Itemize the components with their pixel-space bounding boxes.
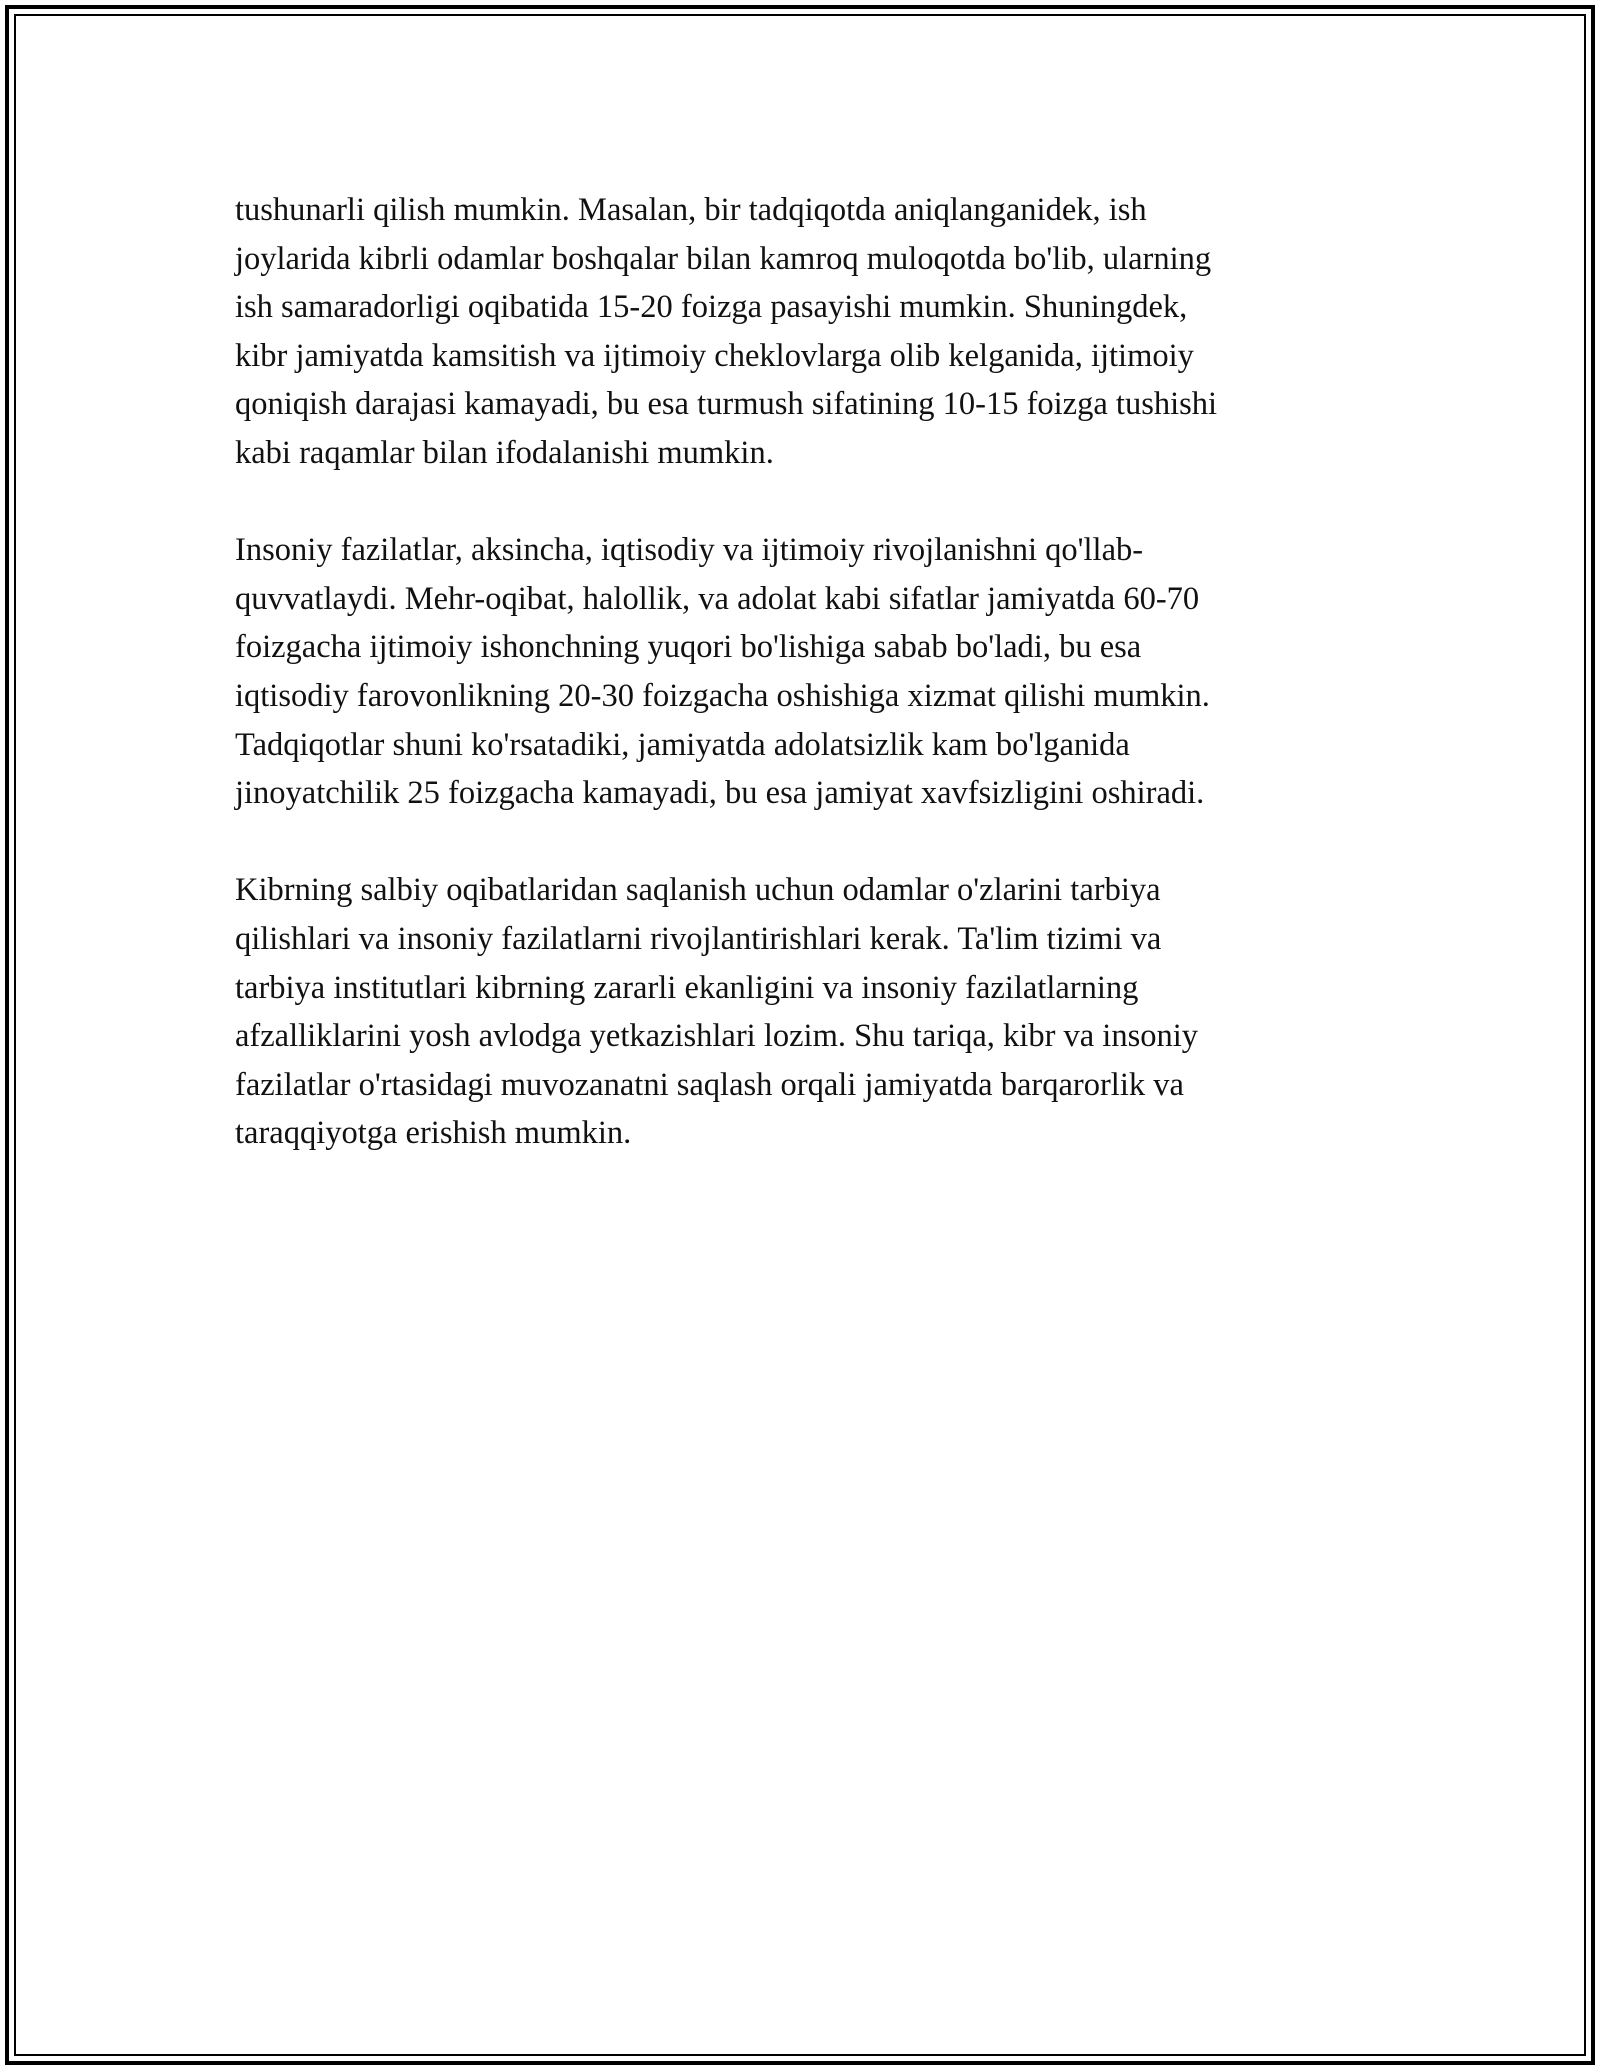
paragraph-2 (235, 526, 1365, 818)
text-line: Insoniy fazilatlar, aksincha, iqtisodiy va ijtimoiy rivojlanishni qo'llab- (235, 532, 1144, 569)
paragraph-1 (235, 186, 1365, 478)
text-line: tarbiya institutlari kibrning zararli ekanligini va insoniy fazilatlarning (235, 969, 1139, 1006)
text-line: qoniqish darajasi kamayadi, bu esa turmush sifatining 10-15 foizga tushishi (235, 386, 1218, 423)
text-line: iqtisodiy farovonlikning 20-30 foizgacha oshishiga xizmat qilishi mumkin. (235, 677, 1210, 714)
text-line: qilishlari va insoniy fazilatlarni rivojlantirishlari kerak. Ta'lim tizimi va (235, 920, 1162, 957)
text-line: foizgacha ijtimoiy ishonchning yuqori bo'lishiga sabab bo'ladi, bu esa (235, 629, 1142, 666)
text-line: kibr jamiyatda kamsitish va ijtimoiy cheklovlarga olib kelganida, ijtimoiy (235, 337, 1194, 374)
text-line: quvvatlaydi. Mehr-oqibat, halollik, va adolat kabi sifatlar jamiyatda 60-70 (235, 580, 1200, 617)
text-line: joylarida kibrli odamlar boshqalar bilan kamroq muloqotda bo'lib, ularning (235, 240, 1212, 277)
text-line: Kibrning salbiy oqibatlaridan saqlanish uchun odamlar o'zlarini tarbiya (235, 872, 1161, 909)
text-line: kabi raqamlar bilan ifodalanishi mumkin. (235, 434, 774, 471)
document-body (235, 186, 1365, 1206)
text-line: tushunarli qilish mumkin. Masalan, bir tadqiqotda aniqlanganidek, ish (235, 192, 1147, 228)
text-line: afzalliklarini yosh avlodga yetkazishlari lozim. Shu tariqa, kibr va insoniy (235, 1018, 1199, 1055)
text-line: ish samaradorligi oqibatida 15-20 foizga pasayishi mumkin. Shuningdek, (235, 289, 1188, 326)
text-line: jinoyatchilik 25 foizgacha kamayadi, bu esa jamiyat xavfsizligini oshiradi. (235, 775, 1205, 812)
text-line: fazilatlar o'rtasidagi muvozanatni saqlash orqali jamiyatda barqarorlik va (235, 1066, 1184, 1103)
text-line: taraqqiyotga erishish mumkin. (235, 1115, 632, 1152)
text-line: Tadqiqotlar shuni ko'rsatadiki, jamiyatda adolatsizlik kam bo'lganida (235, 726, 1130, 763)
paragraph-3 (235, 866, 1365, 1158)
